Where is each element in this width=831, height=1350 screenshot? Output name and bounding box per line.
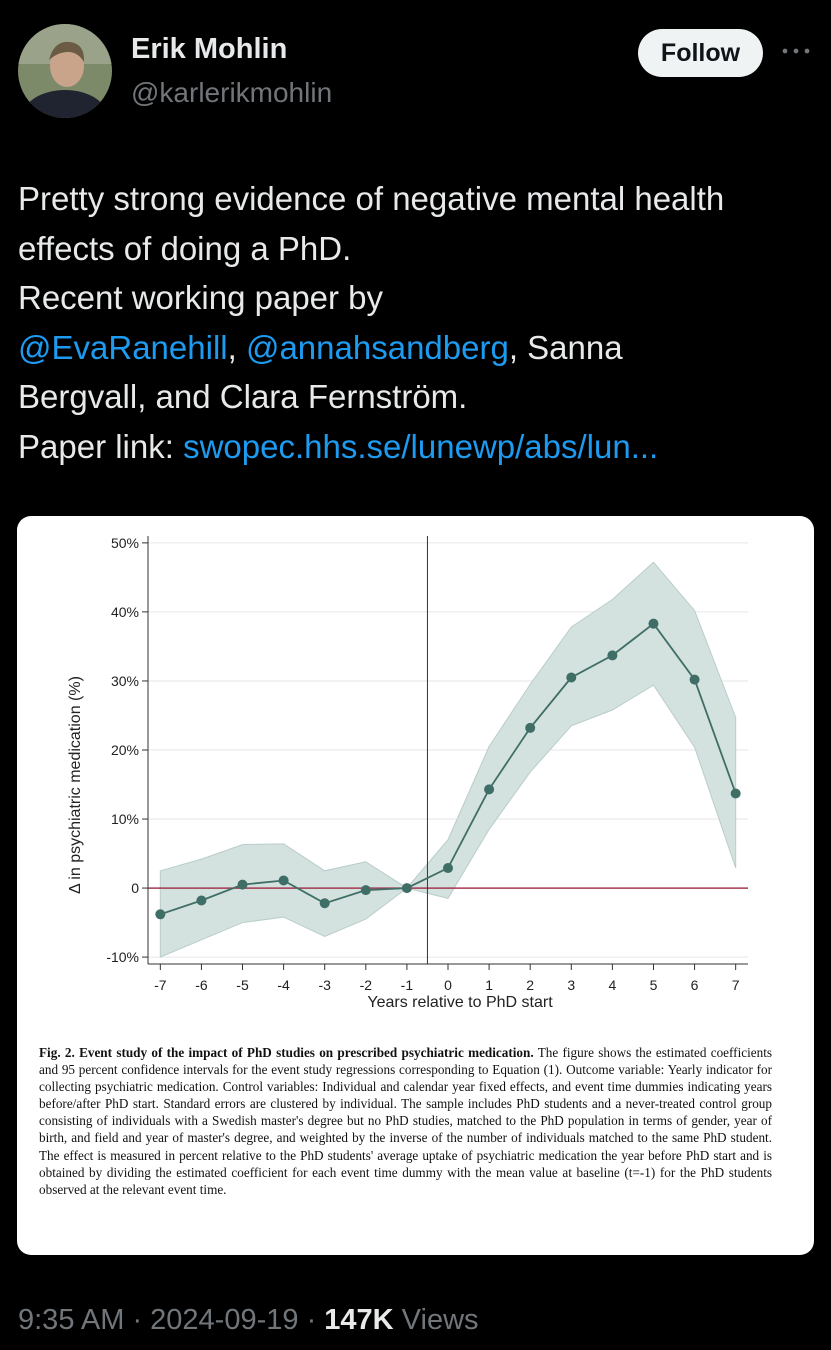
author-handle[interactable]: @karlerikmohlin xyxy=(131,77,333,108)
mention-separator: , xyxy=(227,328,246,366)
more-icon[interactable] xyxy=(779,36,813,66)
y-tick-label: 40% xyxy=(110,603,139,620)
paper-link-prefix: Paper link: xyxy=(18,427,184,465)
mention-link[interactable]: @annahsandberg xyxy=(245,328,509,366)
x-tick-label: 3 xyxy=(567,977,576,993)
data-point xyxy=(361,885,371,895)
caption-label: Fig. 2. Event study of the impact of PhD studies on prescribed psychiatric medication. xyxy=(39,1045,534,1060)
x-tick-label: -4 xyxy=(277,977,290,993)
y-tick-label: 0 xyxy=(131,880,139,897)
y-tick-label: 50% xyxy=(110,534,139,551)
tweet-text xyxy=(18,174,823,472)
tweet-line: effects of doing a PhD. xyxy=(18,229,352,267)
y-axis-label: Δ in psychiatric medication (%) xyxy=(67,676,84,894)
data-point xyxy=(402,883,412,893)
y-tick-label: 30% xyxy=(110,672,139,689)
x-tick-label: 6 xyxy=(690,977,699,993)
data-point xyxy=(320,898,330,908)
figure-caption xyxy=(39,1044,772,1198)
figure-image[interactable] xyxy=(17,516,814,1255)
follow-button[interactable]: Follow xyxy=(638,29,763,77)
data-point xyxy=(196,895,206,905)
x-tick-label: -1 xyxy=(400,977,414,993)
x-tick-label: 5 xyxy=(649,977,658,993)
data-point xyxy=(279,875,289,885)
author-name[interactable]: Erik Mohlin xyxy=(131,33,288,65)
avatar-photo xyxy=(18,24,112,118)
data-point xyxy=(525,723,535,733)
timestamp[interactable]: 9:35 AM · 2024-09-19 · xyxy=(18,1304,325,1336)
y-tick-label: 10% xyxy=(110,811,139,828)
data-point xyxy=(648,619,658,629)
data-point xyxy=(238,880,248,890)
y-tick-label: -10% xyxy=(106,949,139,966)
data-point xyxy=(443,863,453,873)
x-tick-label: -3 xyxy=(318,977,331,993)
x-tick-label: 7 xyxy=(731,977,740,993)
avatar[interactable] xyxy=(18,24,112,118)
tweet-meta xyxy=(18,1304,479,1337)
tweet-text-fragment: , Sanna xyxy=(508,328,623,366)
tweet-line: Recent working paper by xyxy=(18,279,384,317)
tweet-line: Pretty strong evidence of negative mental health xyxy=(18,180,725,217)
data-point xyxy=(484,784,494,794)
views-count: 147K xyxy=(324,1304,394,1336)
data-point xyxy=(607,650,617,660)
x-tick-label: 0 xyxy=(444,977,452,993)
paper-link[interactable]: swopec.hhs.se/lunewp/abs/lun... xyxy=(183,427,659,465)
y-tick-label: 20% xyxy=(110,742,139,758)
views-label: Views xyxy=(393,1304,479,1336)
data-point xyxy=(731,788,741,798)
data-point xyxy=(155,909,165,919)
x-tick-label: 2 xyxy=(526,977,535,993)
x-tick-label: 1 xyxy=(485,977,493,993)
data-point xyxy=(566,673,576,683)
caption-body: The figure shows the estimated coefficients and 95 percent confidence intervals for the event study regressions corresponding to Equation (1). Outcome variable: Yearly indicator for collecting psychiatric medication. Control variables: Individual and calendar year fixed effects, and event time dummies indicating years before/after PhD start. Standard errors are clustered by individual. The sample includes PhD students and a never-treated control group consisting of individuals with a Swedish master's degree but no PhD studies, matched to the PhD population in terms of gender, year of birth, and field and year of master's degree, and weighted by the inverse of the number of individuals matched to the same PhD student. The effect is measured in percent relative to the PhD students' average uptake of psychiatric medication the year before PhD start and is obtained by dividing the estimated coefficient for each event time dummy with the mean value at baseline (t=-1) for the PhD students observed at the relevant event time. xyxy=(39,1045,772,1197)
tweet-line: Bergvall, and Clara Fernström. xyxy=(18,378,468,416)
x-axis-label: Years relative to PhD start xyxy=(367,994,553,1011)
tweet-line xyxy=(18,323,823,373)
x-tick-label: -2 xyxy=(359,977,373,993)
x-tick-label: -5 xyxy=(236,977,249,993)
mention-link[interactable]: @EvaRanehill xyxy=(18,328,228,366)
x-tick-label: 4 xyxy=(608,977,617,993)
data-point xyxy=(690,675,700,685)
x-tick-label: -6 xyxy=(195,977,208,993)
x-tick-label: -7 xyxy=(154,977,167,993)
tweet-line xyxy=(18,422,823,472)
